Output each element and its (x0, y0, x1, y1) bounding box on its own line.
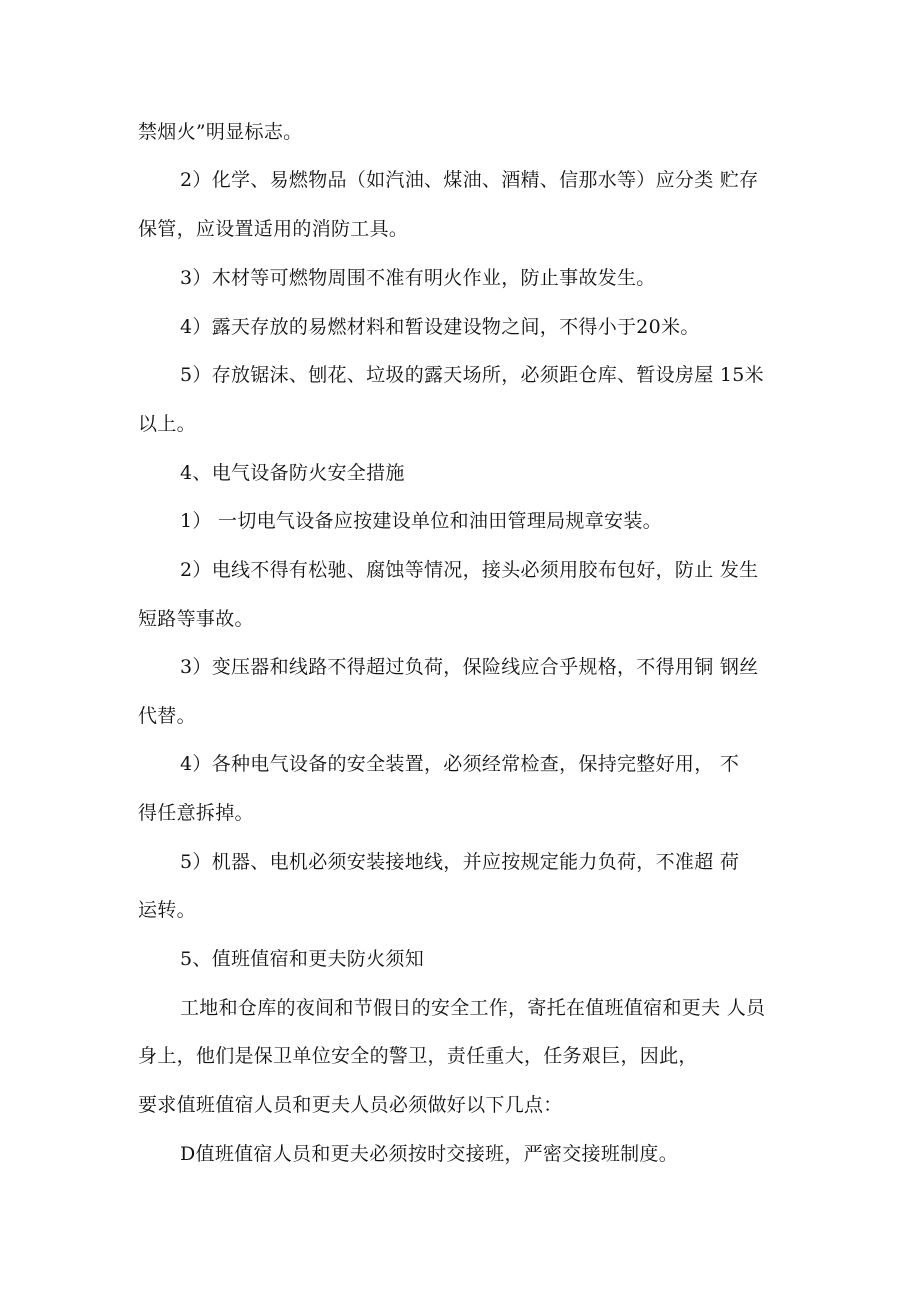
text-line: 3）木材等可燃物周围不准有明火作业，防止事故发生。 (180, 267, 656, 289)
section-heading: 5、值班值宿和更夫防火须知 (180, 948, 424, 970)
text-line: 4）各种电气设备的安全装置，必须经常检查，保持完整好用， 不 (180, 753, 740, 775)
text-line: 1） 一切电气设备应按建设单位和油田管理局规章安装。 (180, 510, 662, 532)
text-line: 保管，应设置适用的消防工具。 (138, 218, 409, 240)
text-line: 4）露天存放的易燃材料和暂设建设物之间，不得小于20米。 (180, 316, 700, 338)
text-line: 运转。 (138, 899, 196, 921)
text-line: 3）变压器和线路不得超过负荷，保险线应合乎规格，不得用铜 钢丝 (180, 656, 759, 678)
text-line: 以上。 (138, 413, 196, 435)
text-line: 2）电线不得有松驰、腐蚀等情况，接头必须用胶布包好，防止 发生 (180, 559, 759, 581)
text-line: 短路等事故。 (138, 608, 254, 630)
section-heading: 4、电气设备防火安全措施 (180, 462, 405, 484)
text-line: 代替。 (138, 705, 196, 727)
text-line: 5）机器、电机必须安装接地线，并应按规定能力负荷，不准超 荷 (180, 851, 740, 873)
text-line: 禁烟火”明显标志。 (138, 121, 303, 143)
text-line: 2）化学、易燃物品（如汽油、煤油、酒精、信那水等）应分类 贮存 (180, 169, 759, 191)
text-line: 得任意拆掉。 (138, 802, 254, 824)
text-line: D值班值宿人员和更夫必须按时交接班，严密交接班制度。 (180, 1143, 679, 1165)
text-line: 身上，他们是保卫单位安全的警卫，责任重大，任务艰巨，因此， (138, 1045, 698, 1067)
text-line: 工地和仓库的夜间和节假日的安全工作，寄托在值班值宿和更夫 人员 (180, 997, 766, 1019)
text-line: 要求值班值宿人员和更夫人员必须做好以下几点： (138, 1094, 563, 1116)
text-line: 5）存放锯沫、刨花、垃圾的露天场所，必须距仓库、暂设房屋 15米 (180, 364, 764, 386)
